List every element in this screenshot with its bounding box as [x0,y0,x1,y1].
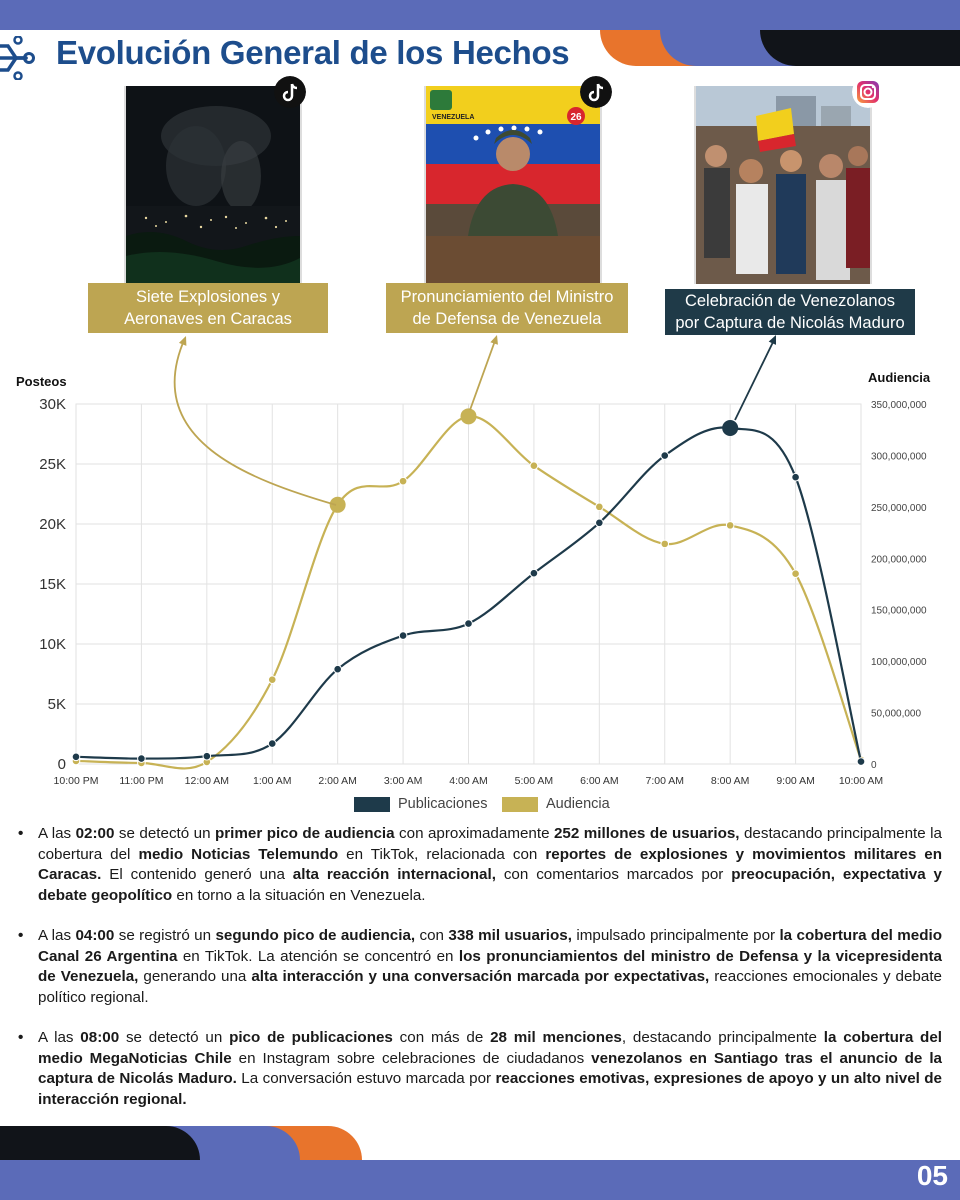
left-tick-label: 10K [39,636,66,653]
right-tick-label: 300,000,000 [871,451,927,463]
bullet-text-run: reacciones emotivas, expresiones de apoyo y un alto nivel de interacción regional. [38,1070,943,1108]
header-band [0,0,960,30]
line-chart [0,380,960,790]
footer-dark-shape [0,1126,200,1160]
right-tick-label: 200,000,000 [871,554,927,566]
bullet-text-run: con más de [392,1029,491,1046]
left-tick-label: 30K [39,396,66,413]
bullet-text-run: se detectó un [114,825,215,842]
data-point-publicaciones [334,665,342,673]
data-point-publicaciones [722,420,738,436]
bullet-text-run: reacciones emocionales y debate político regional. [38,968,942,1006]
bullet-text-run: en Instagram sobre celebraciones de ciudadanos [231,1049,592,1067]
data-point-publicaciones [530,569,538,577]
bullet-text-run: 02:00 [75,825,115,842]
data-point-publicaciones [268,740,276,748]
legend-publicaciones: Publicaciones [354,796,487,812]
right-tick-label: 0 [871,760,877,771]
bullet-text-run: 252 millones de usuarios, [553,825,740,842]
bullet-text-run: con aproximadamente [394,825,554,842]
header-dark-shape [760,30,960,66]
bullet-text-run: venezolanos en Santiago tras el anuncio de la captura de Nicolás Maduro. [38,1049,942,1087]
page-number: 05 [916,1160,948,1191]
left-tick-label: 20K [39,516,66,533]
legend-swatch-audiencia [502,797,538,812]
bullet-text-run: en TikTok. La atención se concentró en [177,947,459,965]
data-point-publicaciones [203,752,211,760]
bullet-text-run: impulsado principalmente por [571,927,780,944]
tiktok-icon [580,76,612,108]
bullet-text-run: 28 mil menciones [490,1029,622,1046]
bullet-text-run: en torno a la situación en Venezuela. [172,886,426,904]
insight-bullet: • A las 02:00 se detectó un primer pico de audiencia con aproximadamente 252 millones de usuarios, destacando principalmente la cobertura del medio Noticias Telemundo en TikTok, relacionada con reportes de explosiones y movimientos militares en Caracas. El contenido generó una alta reacción internacional, con comentarios marcados por preocupación, expectativa y debate geopolítico en torno a la situación en Venezuela. [18,825,942,904]
x-tick-label: 5:00 AM [514,775,554,787]
right-tick-label: 50,000,000 [871,708,922,720]
x-tick-label: 7:00 AM [645,775,685,787]
x-tick-label: 8:00 AM [710,775,750,787]
instagram-icon [852,76,884,108]
photo-tag: VENEZUELA [432,114,475,121]
insight-bullet: • A las 08:00 se detectó un pico de publicaciones con más de 28 mil menciones, destacando principalmente la cobertura del medio MegaNoticias Chile en Instagram sobre celebraciones de ciudadanos venezolanos en Santiago tras el anuncio de la captura de Nicolás Maduro. La conversación estuvo marcada por reacciones emotivas, expresiones de apoyo y un alto nivel de interacción regional. [18,1029,943,1108]
x-tick-label: 2:00 AM [318,775,357,787]
x-tick-label: 1:00 AM [252,775,292,787]
bullet-text-run: los pronunciamientos del ministro de Defensa y la vicepresidenta de Venezuela, [38,947,943,985]
bullet-text-run: A las [38,825,76,842]
bullet-text-run: 04:00 [75,927,115,944]
data-point-publicaciones [596,519,604,527]
right-axis-title: Audiencia [868,370,931,385]
data-point-publicaciones [661,452,669,460]
tiktok-icon [274,76,306,108]
bullet-text-run: se detectó un [119,1029,230,1046]
right-tick-label: 100,000,000 [871,657,927,669]
right-tick-label: 250,000,000 [871,502,927,514]
footer-orange-shape [200,1126,362,1160]
x-tick-label: 10:00 PM [53,775,99,787]
data-point-publicaciones [792,473,800,481]
x-tick-label: 6:00 AM [580,775,619,787]
bullet-text-run: La conversación estuvo marcada por [236,1070,496,1087]
x-tick-label: 3:00 AM [383,775,423,787]
bullet-text-run: primer pico de audiencia [214,825,395,842]
data-point-audiencia [530,462,538,470]
data-point-publicaciones [138,755,146,763]
x-tick-label: 4:00 AM [449,775,488,787]
event-image-minister [424,86,602,284]
callout-minister: Pronunciamiento del Ministro de Defensa de Venezuela [386,283,628,333]
data-point-audiencia [330,497,346,513]
bullet-text-run: destacando principalmente la cobertura del [38,825,942,863]
data-point-publicaciones [465,620,473,628]
bullet-text-run: El contenido generó una [101,866,293,883]
right-tick-label: 150,000,000 [871,605,927,617]
left-tick-label: 25K [39,456,66,473]
callout-explosions: Siete Explosiones y Aeronaves en Caracas [88,283,328,333]
bullet-text-run: A las [38,927,76,944]
event-image-explosions [124,86,302,284]
data-point-audiencia [399,477,407,485]
bullet-text-run: segundo pico de audiencia, [215,927,416,944]
bullet-text-run: generando una [138,968,252,985]
bullet-text-run: alta interacción y una conversación marcada por expectativas, [251,968,710,985]
data-point-audiencia [792,570,800,578]
data-point-audiencia [726,522,734,530]
insights-list [18,824,942,1130]
connector-arrow-celebration [769,335,776,345]
footer-band [0,1160,960,1200]
data-point-audiencia [268,676,276,684]
data-point-publicaciones [72,753,80,761]
x-tick-label: 9:00 AM [776,775,815,787]
legend-audiencia: Audiencia [502,796,610,812]
bullet-text-run: 08:00 [80,1029,120,1046]
bullet-text-run: medio Noticias Telemundo [138,845,339,863]
bullet-text-run: la cobertura del medio Canal 26 Argentina [38,927,942,965]
event-image-celebration [694,86,872,284]
left-tick-label: 0 [57,756,66,773]
channel-badge: 26 [570,112,582,123]
connector-arrow-minister [490,335,498,345]
bullet-text-run: reportes de explosiones y movimientos militares en Caracas. [38,845,942,883]
bullet-text-run: la cobertura del medio MegaNoticias Chile [38,1029,943,1067]
bullet-text-run: se registró un [114,927,216,944]
page-title: Evolución General de los Hechos [56,34,570,71]
left-tick-label: 15K [39,576,66,593]
bullet-text-run: alta reacción internacional, [292,866,496,883]
data-point-publicaciones [857,758,865,766]
bullet-text-run: A las [38,1029,81,1046]
bullet-text-run: en TikTok, relacionada con [338,845,546,863]
connector-arrow-explosions [179,336,186,346]
data-point-audiencia [461,408,477,424]
x-tick-label: 11:00 PM [119,775,164,787]
left-tick-label: 5K [47,696,66,713]
bullet-text-run: , destacando principalmente [621,1029,824,1046]
network-icon [0,36,38,80]
data-point-audiencia [596,503,604,511]
x-tick-label: 12:00 AM [184,775,230,787]
callout-celebration: Celebración de Venezolanos por Captura de Nicolás Maduro [665,289,915,335]
legend-swatch-publicaciones [354,797,390,812]
bullet-text-run: pico de publicaciones [229,1029,393,1046]
bullet-text-run: con comentarios marcados por [495,866,732,883]
data-point-audiencia [661,540,669,548]
bullet-text-run: preocupación, expectativa y debate geopolítico [38,866,942,904]
right-tick-label: 350,000,000 [871,400,927,411]
x-tick-label: 10:00 AM [838,775,884,787]
insight-bullet: • A las 04:00 se registró un segundo pico de audiencia, con 338 mil usuarios, impulsado principalmente por la cobertura del medio Canal 26 Argentina en TikTok. La atención se concentró en los pronunciamientos del ministro de Defensa y la vicepresidenta de Venezuela, generando una alta interacción y una conversación marcada por expectativas, reacciones emocionales y debate político regional. [18,927,943,1006]
bullet-text-run: con [415,927,449,944]
left-axis-title: Posteos [16,374,67,389]
bullet-text-run: 338 mil usuarios, [448,927,572,944]
data-point-publicaciones [399,632,407,640]
